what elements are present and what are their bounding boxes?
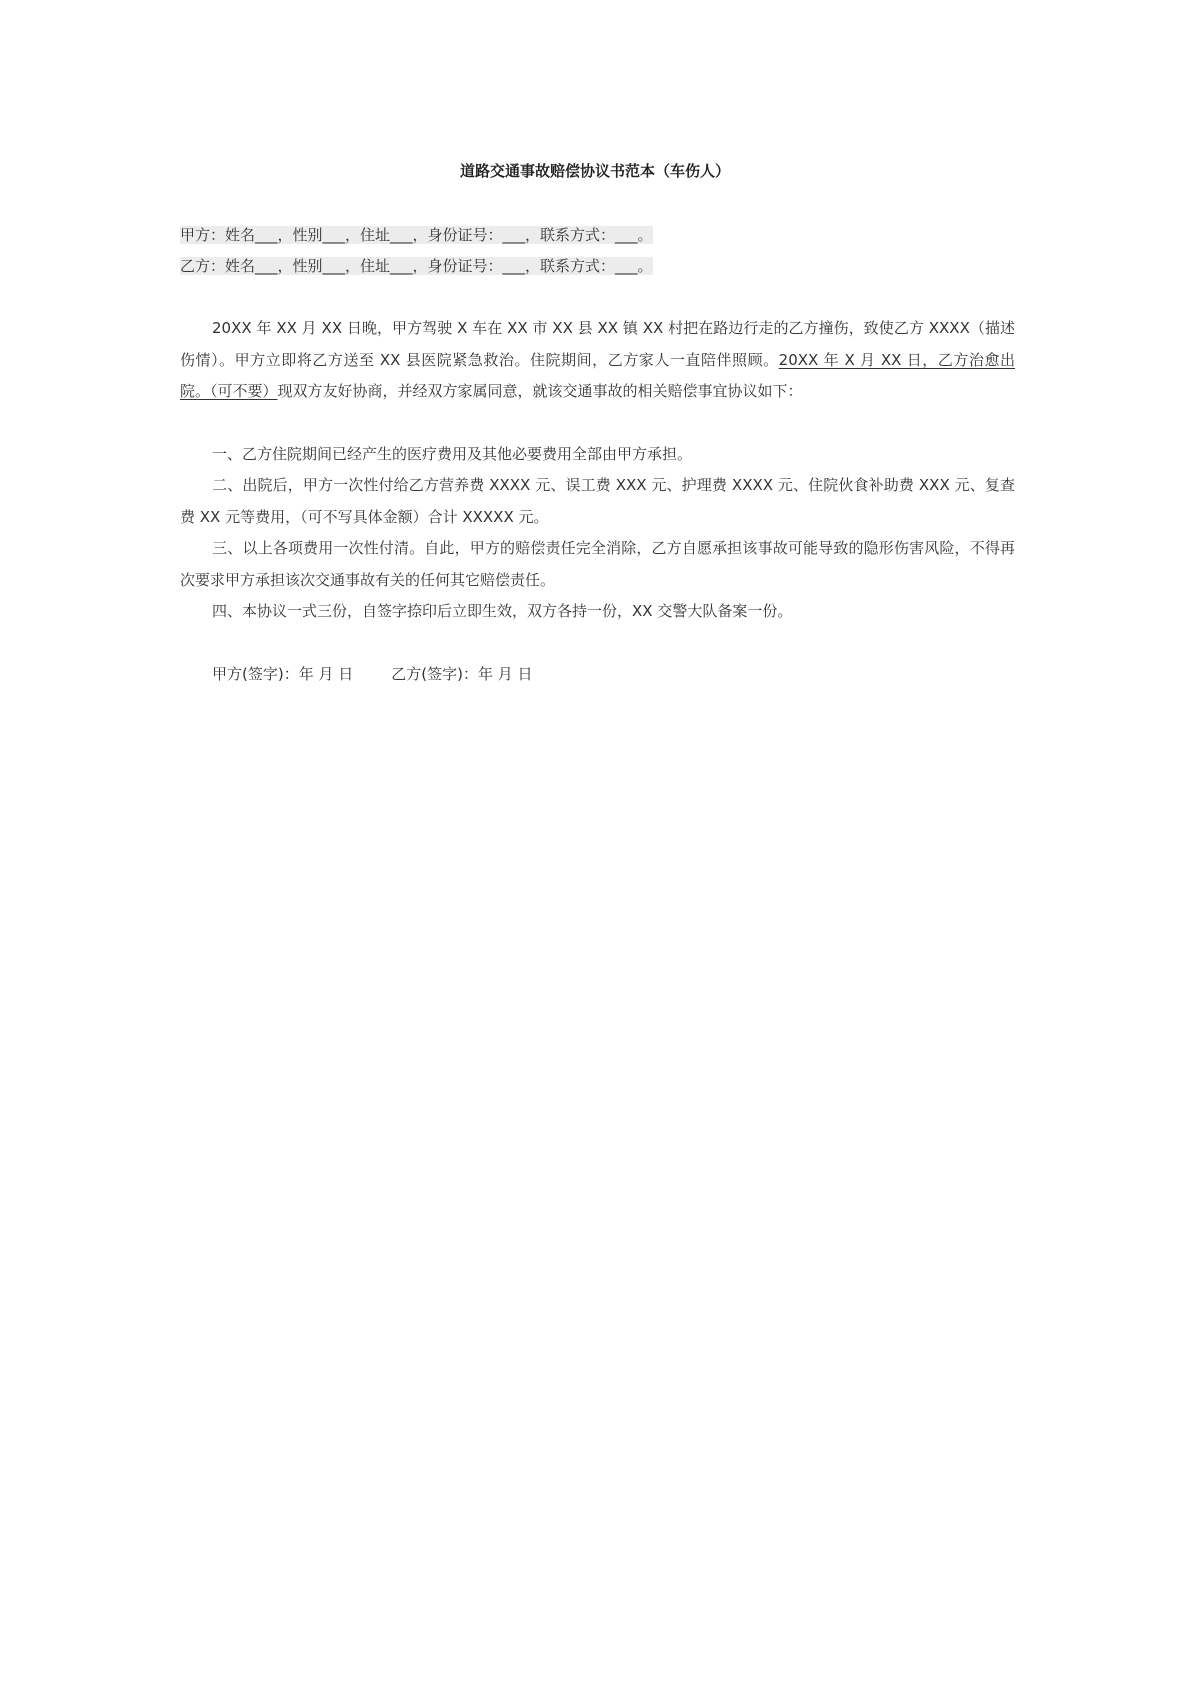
clause-4: [180, 596, 1015, 628]
signature-line: [212, 663, 533, 685]
clause-4-text: 四、本协议一式三份，自签字捺印后立即生效，双方各持一份，XX 交警大队备案一份。: [212, 602, 793, 620]
clause-3-text: 三、以上各项费用一次性付清。自此，甲方的赔偿责任完全消除，乙方自愿承担该事故可能导致的隐形伤害风险，不得再次要求甲方承担该次交通事故有关的任何其它赔偿责任。: [180, 539, 1015, 589]
party-b-signature: 乙方(签字)：年 月 日: [391, 665, 533, 683]
clause-2-text: 二、出院后，甲方一次性付给乙方营养费 XXXX 元、误工费 XXX 元、护理费 XXXX 元、住院伙食补助费 XXX 元、复查费 XX 元等费用，（可不写具体金额）合计 XXXXX 元。: [180, 476, 1015, 526]
clause-1: [180, 439, 1015, 471]
intro-text-1: 20XX 年 XX 月 XX 日晚，甲方驾驶 X 车在 XX 市 XX 县 XX 镇 XX 村把在路边行走的乙方撞伤，致使乙方 XXXX（描述伤情）。甲方立即将乙方送至 XX 县医院紧急救治。住院期间，乙方家人一直陪伴照顾。: [180, 319, 1015, 369]
party-a-text: 甲方：姓名___，性别___，住址___，身份证号：___，联系方式：___。: [180, 226, 653, 244]
clause-1-text: 一、乙方住院期间已经产生的医疗费用及其他必要费用全部由甲方承担。: [212, 445, 693, 463]
party-b-line: [180, 255, 653, 277]
intro-underlined-text: 20XX 年 X 月 XX 日，乙方治愈出院。（可不要）: [180, 350, 1016, 400]
party-a-line: [180, 224, 653, 246]
intro-paragraph: [180, 313, 1015, 408]
clause-3: [180, 533, 1015, 596]
clause-2: [180, 470, 1015, 533]
party-b-text: 乙方：姓名___，性别___，住址___，身份证号：___，联系方式：___。: [180, 257, 653, 275]
party-a-signature: 甲方(签字)：年 月 日: [212, 665, 354, 683]
intro-text-2: 现双方友好协商，并经双方家属同意，就该交通事故的相关赔偿事宜协议如下：: [277, 382, 803, 400]
document-title: 道路交通事故赔偿协议书范本（车伤人）: [459, 162, 730, 180]
